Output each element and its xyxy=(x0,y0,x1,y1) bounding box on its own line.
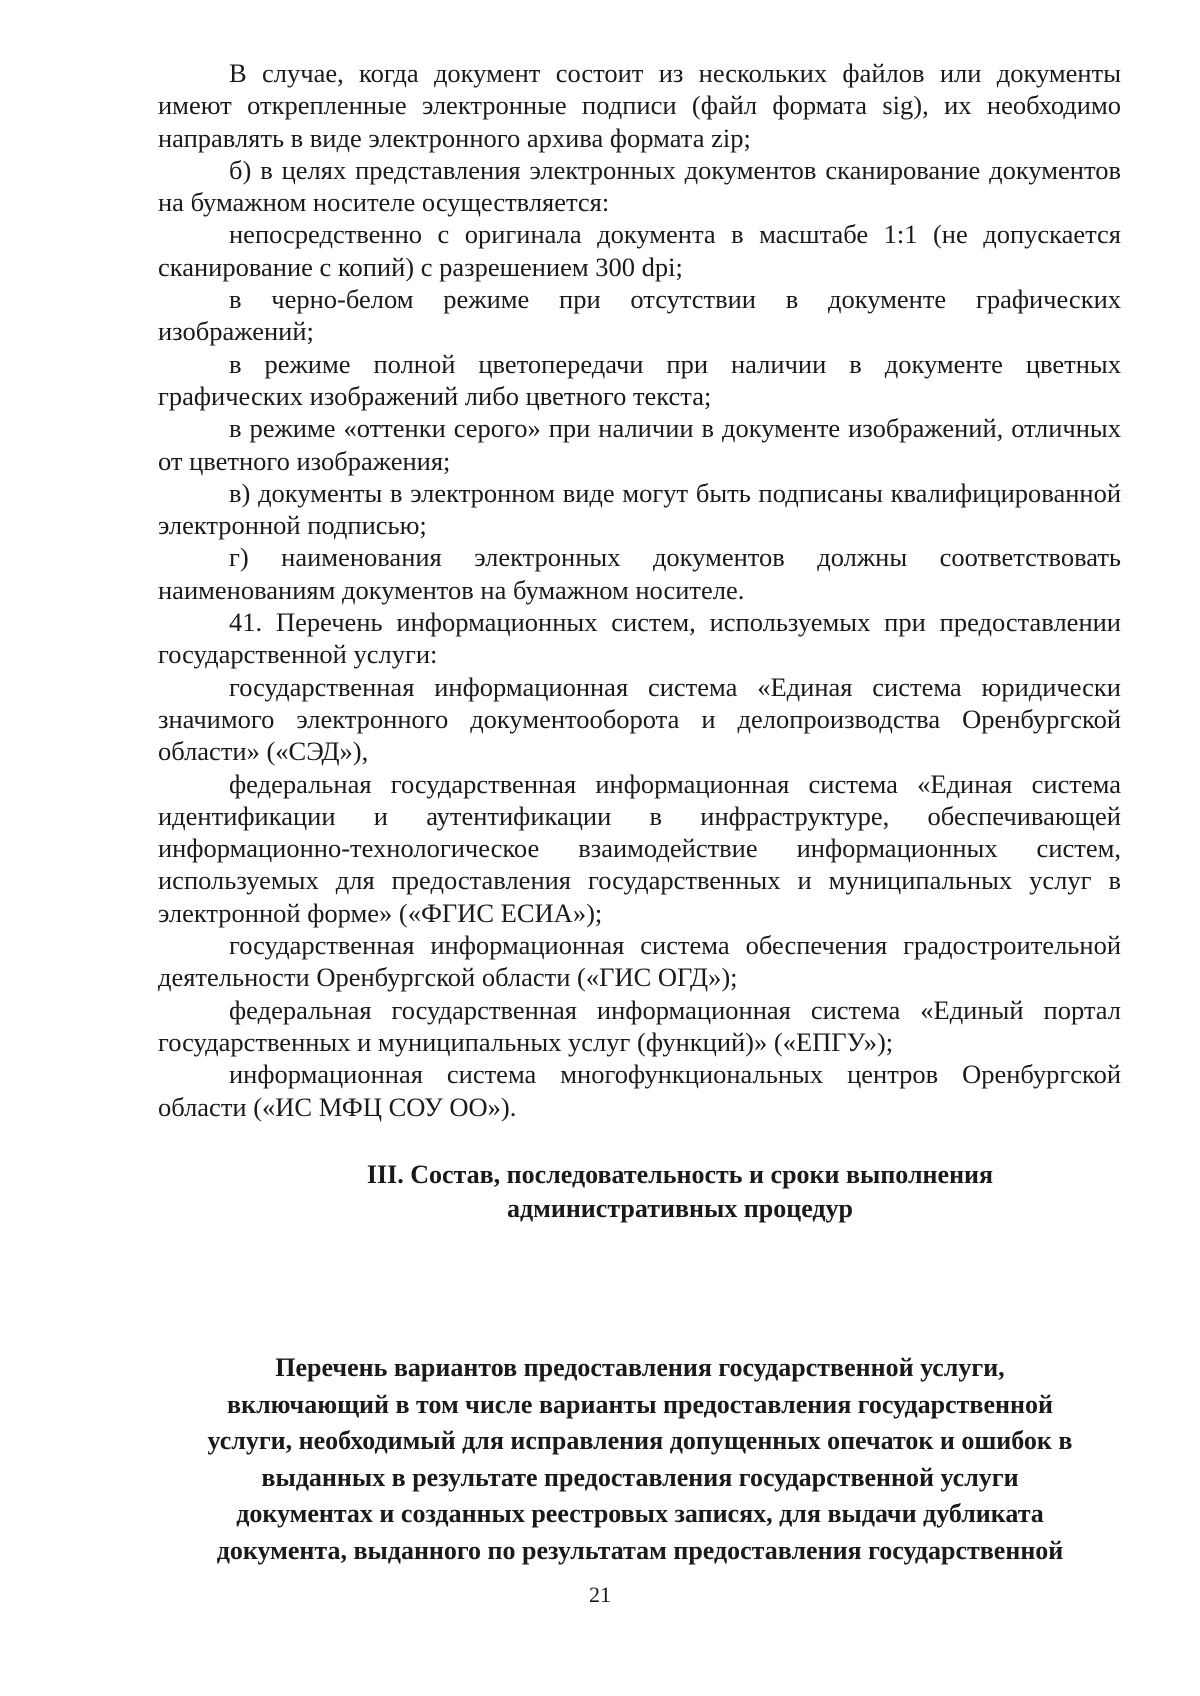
paragraph-system-sed: государственная информационная система «Единая система юридически значимого электронного документооборота и делопроизводства Оренбургской области» («СЭД»), xyxy=(158,671,1121,767)
paragraph-black-white: в черно-белом режиме при отсутствии в документе графических изображений; xyxy=(158,284,1121,347)
paragraph-signature: в) документы в электронном виде могут быть подписаны квалифицированной электронной подписью; xyxy=(158,477,1121,541)
paragraph-system-gis-ogd: государственная информационная система обеспечения градостроительной деятельности Оренбургской области («ГИС ОГД»); xyxy=(158,930,1121,993)
section-heading xyxy=(250,1158,1110,1226)
subsection-heading-line: включающий в том числе варианты предоставления государственной xyxy=(227,1389,1053,1419)
paragraph-scan-original: непосредственно с оригинала документа в масштабе 1:1 (не допускается сканирование с копий) с разрешением 300 dpi; xyxy=(158,219,1121,282)
paragraph-system-epgu: федеральная государственная информационная система «Единый портал государственных и муниципальных услуг (функций)» («ЕПГУ»); xyxy=(158,994,1121,1057)
paragraph-naming: г) наименования электронных документов должны соответствовать наименованиям документов на бумажном носителе. xyxy=(158,542,1121,605)
subsection-heading-line: услуги, необходимый для исправления допущенных опечаток и ошибок в xyxy=(207,1426,1073,1455)
subsection-heading-line: документах и созданных реестровых записях, для выдачи дубликата xyxy=(236,1499,1044,1528)
paragraph-41-systems: 41. Перечень информационных систем, используемых при предоставлении государственной услуги: xyxy=(158,607,1121,670)
section-heading-line: III. Состав, последовательность и сроки выполнения xyxy=(366,1160,994,1189)
page-number: 21 xyxy=(589,1582,611,1607)
subsection-heading xyxy=(140,1350,1140,1569)
paragraph-scanning-intro: б) в целях представления электронных документов сканирование документов на бумажном носителе осуществляется: xyxy=(158,154,1121,218)
subsection-heading-line: документа, выданного по результатам предоставления государственной xyxy=(216,1535,1064,1565)
section-heading-line: административных процедур xyxy=(506,1194,854,1223)
paragraph-zip-archive: В случае, когда документ состоит из нескольких файлов или документы имеют открепленные электронные подписи (файл формата sig), их необходимо направлять в виде электронного архива формата zip; xyxy=(158,58,1121,153)
paragraph-grayscale: в режиме «оттенки серого» при наличии в документе изображений, отличных от цветного изображения; xyxy=(158,413,1121,476)
document-body xyxy=(158,57,1121,1123)
paragraph-system-mfc: информационная система многофункциональных центров Оренбургской области («ИС МФЦ СОУ ОО»). xyxy=(158,1059,1121,1122)
subsection-heading-line: Перечень вариантов предоставления государственной услуги, xyxy=(275,1353,1005,1382)
subsection-heading-line: выданных в результате предоставления государственной услуги xyxy=(261,1462,1019,1492)
paragraph-system-esia: федеральная государственная информационная система «Единая система идентификации и аутентификации в инфраструктуре, обеспечивающей информационно-технологическое взаимодействие информационных систем, используемых для предоставления государственных и муниципальных услуг в электронной форме» («ФГИС ЕСИА»); xyxy=(158,768,1121,928)
paragraph-full-color: в режиме полной цветопередачи при наличии в документе цветных графических изображений либо цветного текста; xyxy=(158,348,1121,411)
